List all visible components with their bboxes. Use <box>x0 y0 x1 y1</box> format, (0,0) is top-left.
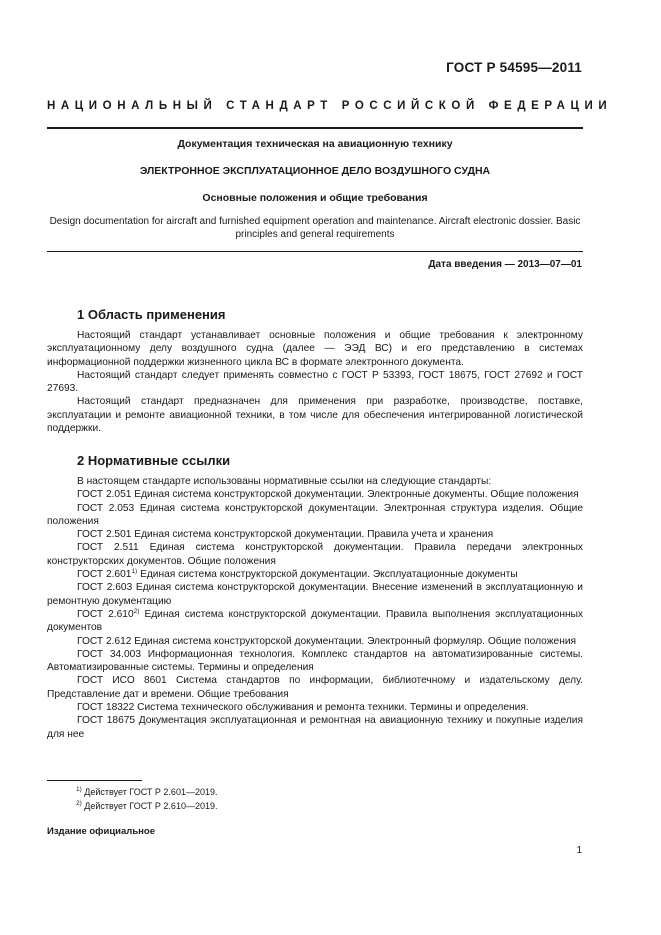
reference-item <box>47 714 583 741</box>
reference-code: ГОСТ 34.003 <box>77 648 141 660</box>
reference-code: ГОСТ 2.501 <box>77 529 132 541</box>
reference-title: Единая система конструкторской документации. Эксплуатационные документы <box>140 569 518 581</box>
footnote-text: Действует ГОСТ Р 2.601—2019. <box>84 787 218 797</box>
reference-item <box>47 528 583 541</box>
reference-item <box>47 541 583 568</box>
footnote-ref[interactable]: 2) <box>133 607 140 615</box>
reference-item <box>47 568 583 581</box>
reference-item <box>47 502 583 529</box>
footnote-rule <box>47 780 142 781</box>
section-heading: 2 Нормативные ссылки <box>77 453 231 468</box>
reference-item <box>47 635 583 648</box>
reference-title: Единая система конструкторской документации. Электронная структура изделия. Общие положения <box>47 502 583 527</box>
national-standard-heading: НАЦИОНАЛЬНЫЙ СТАНДАРТ РОССИЙСКОЙ ФЕДЕРАЦИИ <box>47 100 613 112</box>
reference-title: Единая система конструкторской документации. Внесение изменений в эксплуатационную и ремонтную документацию <box>47 582 583 607</box>
footnote-mark: 2) <box>76 800 82 807</box>
paragraph: В настоящем стандарте использованы нормативные ссылки на следующие стандарты: <box>77 476 492 487</box>
footnote <box>76 799 217 813</box>
reference-code: ГОСТ 18675 <box>77 715 136 727</box>
reference-code: ГОСТ 2.610 <box>77 608 134 620</box>
paragraph: Настоящий стандарт следует применять совместно с ГОСТ Р 53393, ГОСТ 18675, ГОСТ 27692 и ГОСТ 27693. <box>47 369 583 395</box>
footnote-mark: 1) <box>76 786 82 793</box>
title-line-1: Документация техническая на авиационную технику <box>177 138 453 150</box>
reference-title: Система стандартов по информации, библиотечному и издательскому делу. Представление дат и времени. Общие требования <box>47 675 583 700</box>
reference-code: ГОСТ 2.603 <box>77 582 133 594</box>
reference-title: Система технического обслуживания и ремонта техники. Термины и определения. <box>137 702 529 714</box>
reference-code: ГОСТ 2.511 <box>77 542 139 554</box>
reference-code: ГОСТ 2.612 <box>77 635 132 647</box>
reference-title: Единая система конструкторской документации. Электронные документы. Общие положения <box>134 489 579 501</box>
title-english: Design documentation for aircraft and furnished equipment operation and maintenance. Aircraft electronic dossier. Basic principles and general requirements <box>49 216 581 240</box>
reference-title: Документация эксплуатационная и ремонтная на авиационную технику и покупные изделия для нее <box>47 715 583 740</box>
section-normative-references <box>47 453 583 741</box>
reference-title: Единая система конструкторской документации. Правила учета и хранения <box>134 529 494 541</box>
footnote-text: Действует ГОСТ Р 2.610—2019. <box>84 801 218 811</box>
reference-item <box>47 488 583 501</box>
reference-code: ГОСТ 2.053 <box>77 502 135 514</box>
paragraph: Настоящий стандарт предназначен для применения при разработке, производстве, поставке, эксплуатации и ремонте авиационной техники, в том числе для обеспечения интегрированной логистической поддержки. <box>47 396 583 435</box>
reference-code: ГОСТ 18322 <box>77 702 135 714</box>
gost-number: ГОСТ Р 54595—2011 <box>446 60 582 75</box>
page-number: 1 <box>576 845 582 856</box>
official-edition-label: Издание официальное <box>47 826 155 837</box>
reference-item <box>47 674 583 701</box>
reference-item <box>47 648 583 675</box>
title-rule <box>47 251 583 252</box>
reference-title: Единая система конструкторской документации. Правила передачи электронных конструкторских документов. Общие положения <box>47 542 583 567</box>
date-of-introduction: Дата введения — 2013—07—01 <box>428 259 582 270</box>
title-line-2: ЭЛЕКТРОННОЕ ЭКСПЛУАТАЦИОННОЕ ДЕЛО ВОЗДУШНОГО СУДНА <box>139 165 491 177</box>
reference-code: ГОСТ 2.051 <box>77 489 132 501</box>
reference-item <box>47 701 583 714</box>
reference-title: Единая система конструкторской документации. Электронный формуляр. Общие положения <box>134 635 577 647</box>
section-heading: 1 Область применения <box>77 307 226 322</box>
reference-item <box>47 608 583 635</box>
footnotes <box>76 785 217 813</box>
reference-title: Единая система конструкторской документации. Правила выполнения эксплуатационных документов <box>47 608 583 634</box>
header-rule <box>47 127 583 129</box>
reference-item <box>47 581 583 608</box>
footnote-ref[interactable]: 1) <box>131 568 138 576</box>
title-line-3: Основные положения и общие требования <box>202 192 428 204</box>
reference-code: ГОСТ ИСО 8601 <box>77 675 167 687</box>
footnote <box>76 785 217 799</box>
paragraph: Настоящий стандарт устанавливает основные положения и общие требования к электронному эксплуатационному делу воздушного судна (далее — ЭЭД ВС) и его представлению в системах информационной поддержки жизненного цикла ВС в формате электронного документа. <box>47 330 583 368</box>
section-scope <box>47 307 583 435</box>
reference-code: ГОСТ 2.601 <box>77 569 132 581</box>
reference-title: Информационная технология. Комплекс стандартов на автоматизированные системы. Автоматизированные системы. Термины и определения <box>47 648 583 674</box>
